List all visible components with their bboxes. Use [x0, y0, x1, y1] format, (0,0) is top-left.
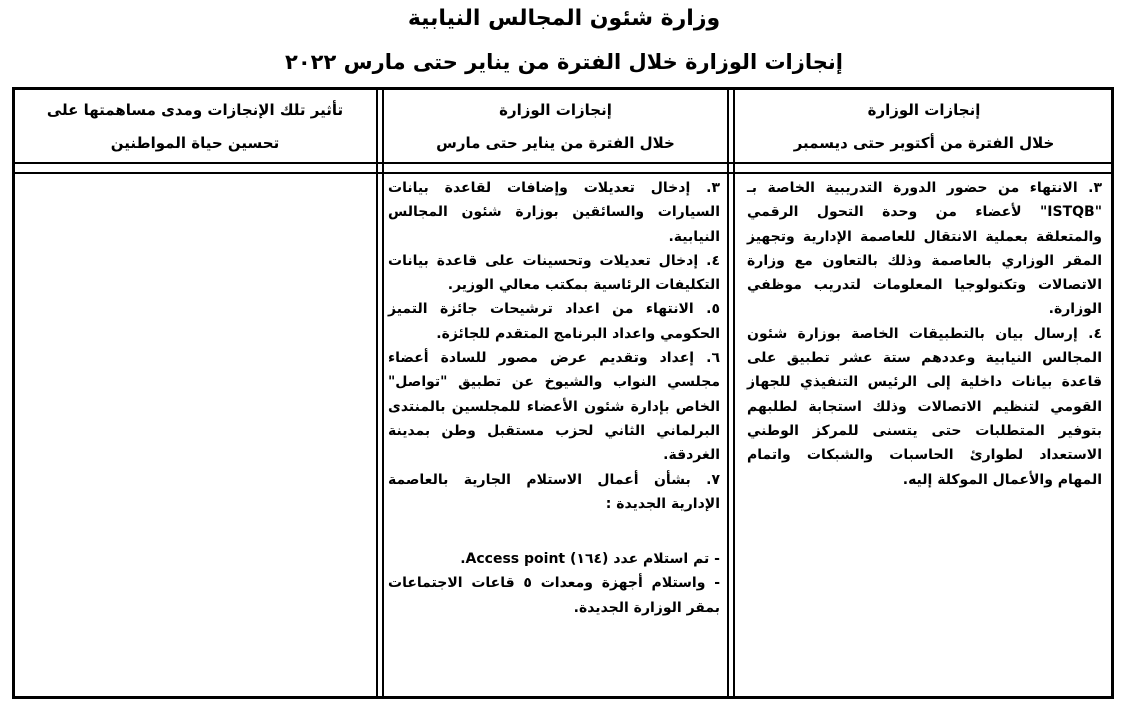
list-item: ٦. إعداد وتقديم عرض مصور للسادة أعضاء مجلسي النواب والشيوخ عن تطبيق "تواصل" الخاص بإدارة شئون الأعضاء للمجلسين بالمنتدى البرلماني الثاني لحزب مستقبل وطن بمدينة الغردقة. [388, 350, 720, 464]
column-divider-2 [376, 87, 384, 699]
page-subtitle: إنجازات الوزارة خلال الفترة من يناير حتى مارس ٢٠٢٢ [285, 50, 843, 74]
column-divider-1 [727, 87, 735, 699]
header-cell-impact [16, 90, 374, 162]
header-cell-jan-mar [386, 90, 725, 162]
sub-list-item: - تم استلام عدد (١٦٤) Access point. [460, 551, 720, 568]
spacer [388, 516, 720, 547]
header-separator [12, 162, 1114, 174]
list-item: ٣. الانتهاء من حضور الدورة التدريبية الخاصة بـ "ISTQB" لأعضاء من وحدة التحول الرقمي والمتعلقة بعملية الانتقال للعاصمة الإدارية وتجهيز المقر الوزاري بالعاصمة وذلك بالتعاون مع وزارة الاتصالات وتكنولوجيا المعلومات لتدريب موظفي الوزارة. [747, 180, 1102, 318]
header-cell-line2: تحسين حياة المواطنين [110, 134, 280, 152]
list-item: ٥. الانتهاء من اعداد ترشيحات جائزة التميز الحكومي واعداد البرنامج المتقدم للجائزة. [388, 301, 720, 342]
header-cell-line1: تأثير تلك الإنجازات ومدى مساهمتها على [46, 101, 344, 119]
column-jan-mar [388, 176, 720, 620]
list-item: ٧. بشأن أعمال الاستلام الجارية بالعاصمة الإدارية الجديدة : [388, 471, 720, 512]
column-oct-dec [747, 176, 1102, 492]
header-cell-line2: خلال الفترة من أكتوبر حتى ديسمبر [793, 134, 1055, 152]
list-item: ٤. إدخال تعديلات وتحسينات على قاعدة بيانات التكليفات الرئاسية بمكتب معالي الوزير. [388, 252, 720, 294]
sub-list-item: - واستلام أجهزة ومعدات ٥ قاعات الاجتماعات بمقر الوزارة الجديدة. [388, 575, 721, 616]
header-cell-line2: خلال الفترة من يناير حتى مارس [436, 134, 675, 152]
header-cell-oct-dec [737, 90, 1111, 162]
page-title: وزارة شئون المجالس النيابية [407, 6, 721, 31]
list-item: ٣. إدخال تعديلات وإضافات لقاعدة بيانات السيارات والسائقين بوزارة شئون المجالس النيابية. [388, 180, 720, 245]
header-cell-line1: إنجازات الوزارة [499, 101, 612, 119]
header-cell-line1: إنجازات الوزارة [867, 101, 981, 119]
list-item: ٤. إرسال بيان بالتطبيقات الخاصة بوزارة شئون المجالس النيابية وعددهم ستة عشر تطبيق على قاعدة بيانات داخلية إلى الرئيس التنفيذي للجهاز القومي لتنظيم الاتصالات وذلك استجابة لطلبهم بتوفير المتطلبات حتى يتسنى للمركز الوطني الاستعداد لطوارئ الحاسبات والشبكات واتمام المهام والأعمال الموكلة إليه. [747, 325, 1102, 488]
